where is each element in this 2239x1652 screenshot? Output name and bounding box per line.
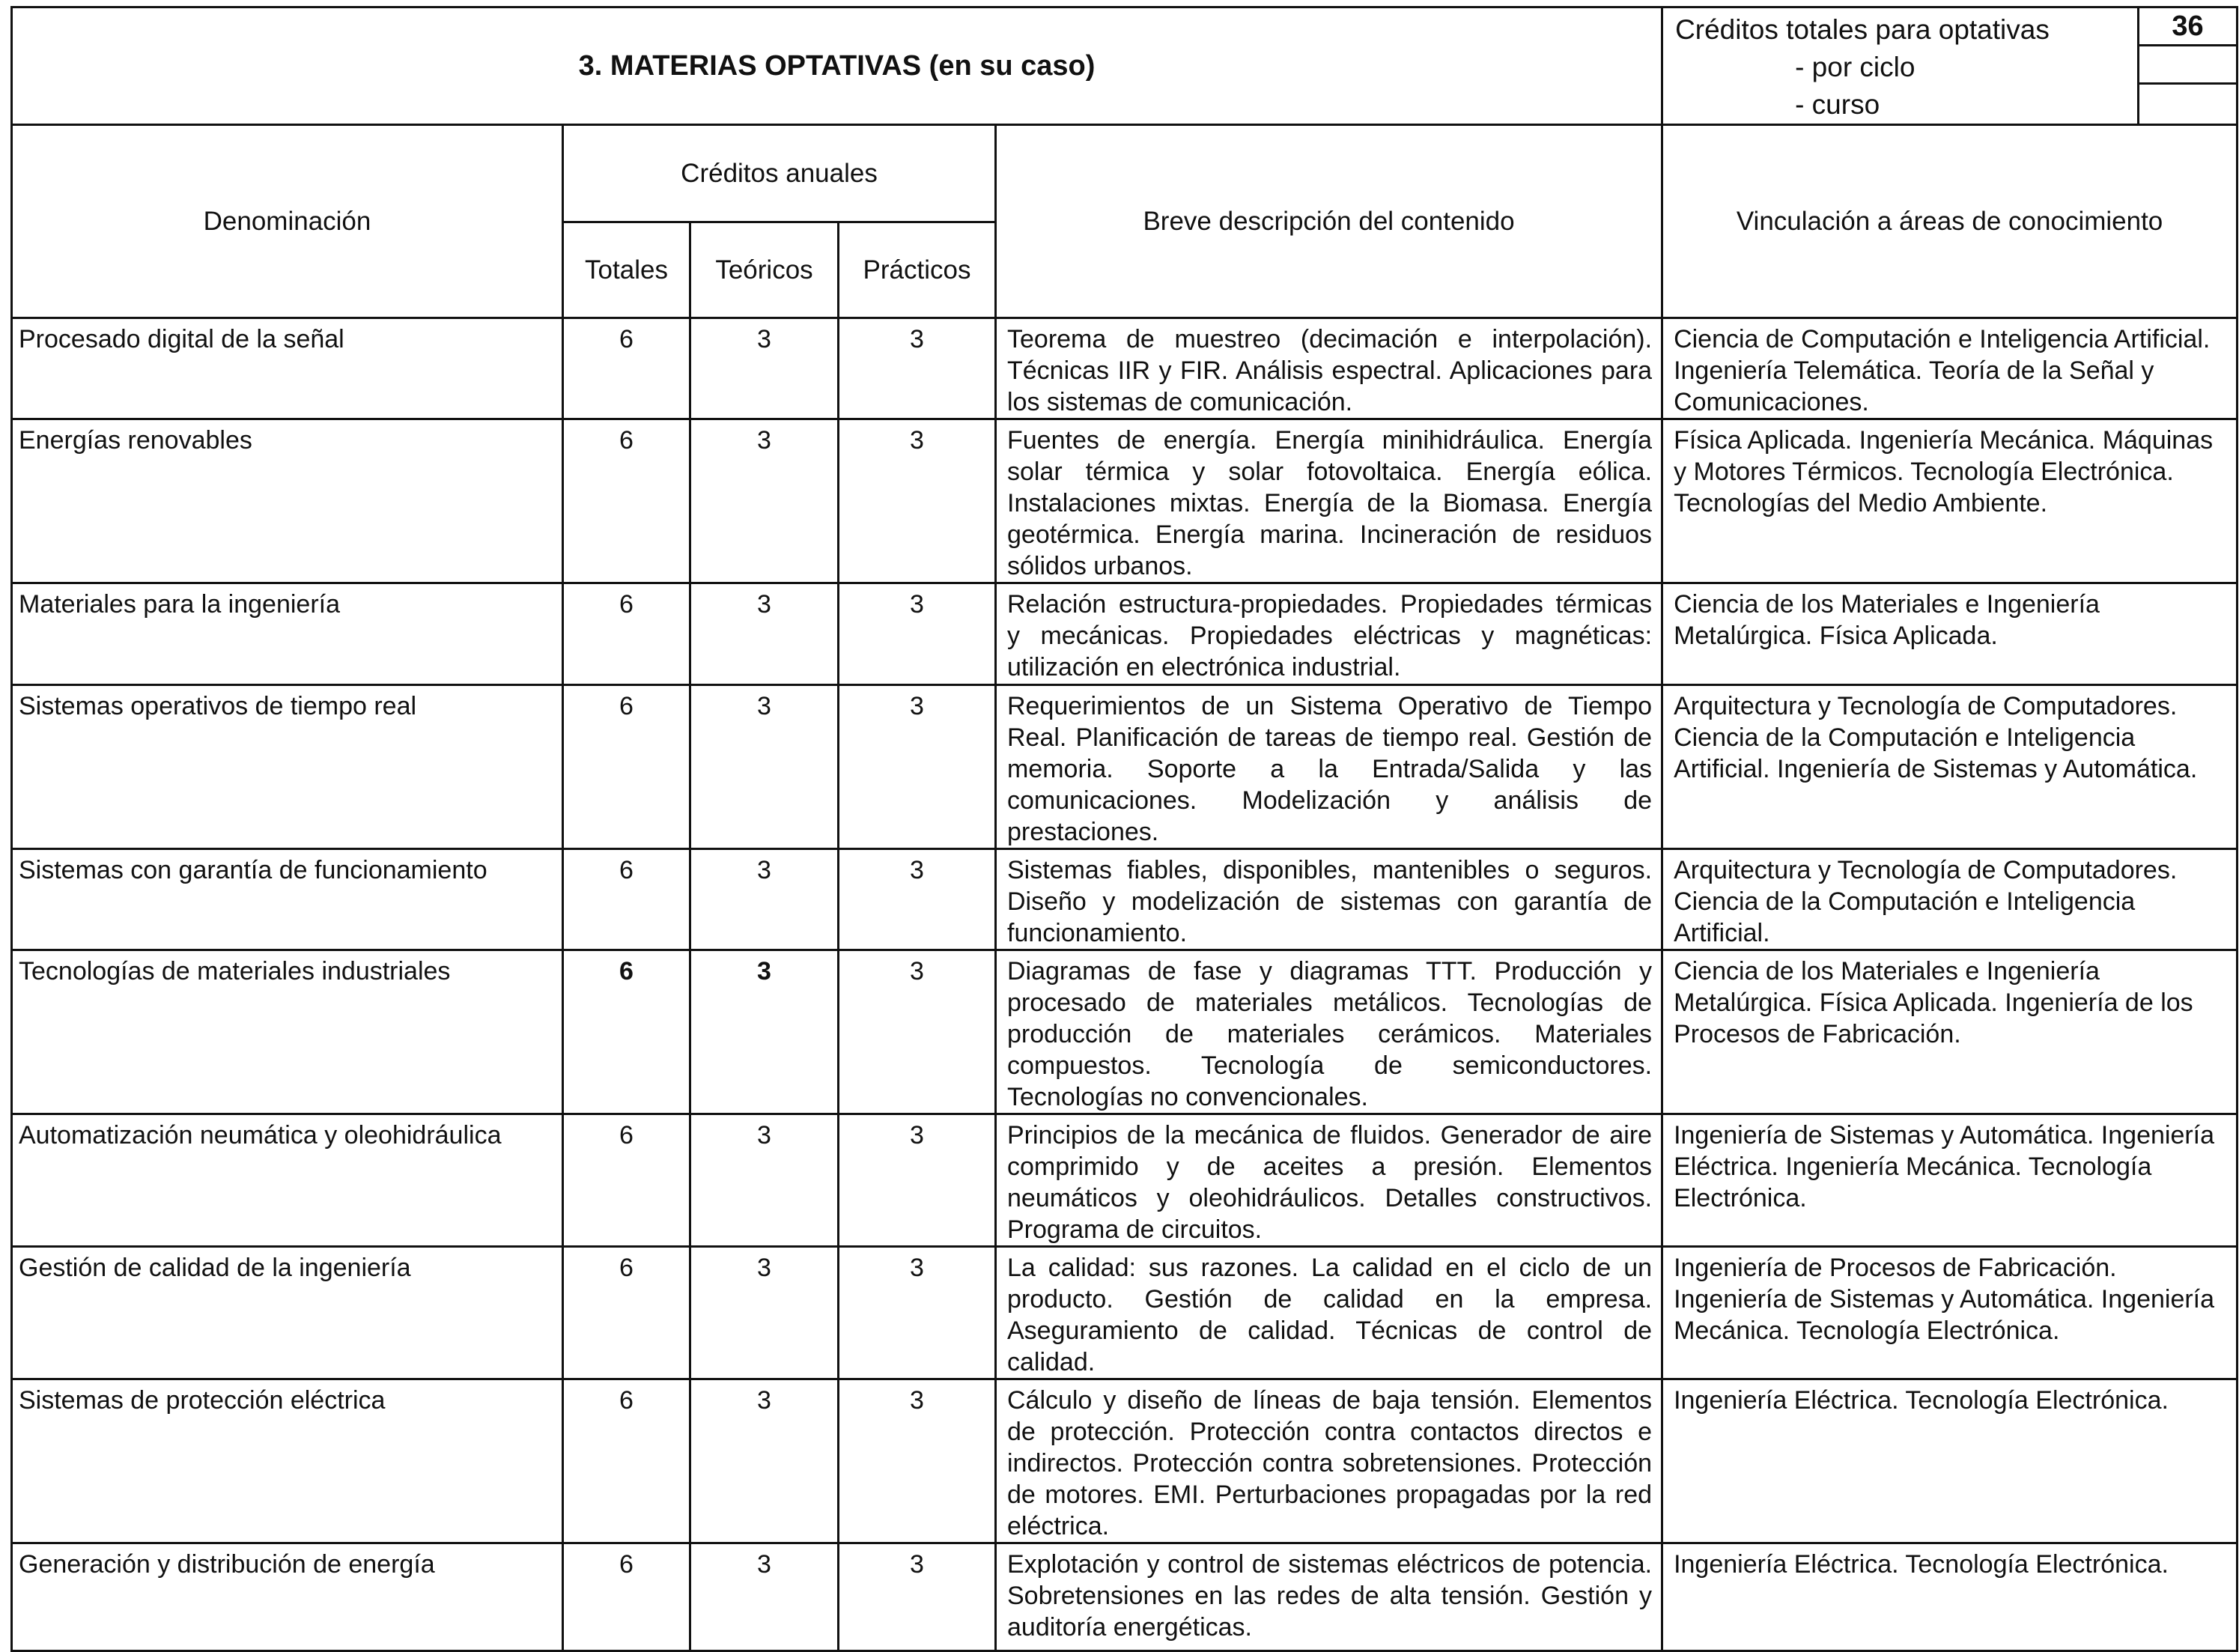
subject-description: Teorema de muestreo (decimación e interpolación). Técnicas IIR y FIR. Análisis espectral. Aplicaciones para los sistemas de comunicación. xyxy=(996,318,1662,419)
table-row xyxy=(12,950,2238,1114)
col-header-theory: Teóricos xyxy=(690,222,839,318)
table-row xyxy=(12,685,2238,849)
table-row xyxy=(12,849,2238,950)
subject-name: Tecnologías de materiales industriales xyxy=(12,950,563,1114)
col-header-areas: Vinculación a áreas de conocimiento xyxy=(1662,125,2238,318)
credits-practice: 3 xyxy=(839,419,996,583)
credits-practice: 3 xyxy=(839,849,996,950)
subject-name: Gestión de calidad de la ingeniería xyxy=(12,1247,563,1379)
credits-total: 6 xyxy=(563,1114,690,1247)
subject-name: Generación y distribución de energía xyxy=(12,1543,563,1651)
subject-description: La calidad: sus razones. La calidad en el ciclo de un producto. Gestión de calidad en la empresa. Aseguramiento de calidad. Técnicas de control de calidad. xyxy=(996,1247,1662,1379)
total-credits-values xyxy=(2139,7,2238,125)
knowledge-areas: Ingeniería de Sistemas y Automática. Ingeniería Eléctrica. Ingeniería Mecánica. Tecnología Electrónica. xyxy=(1662,1114,2238,1247)
credits-practice: 3 xyxy=(839,1379,996,1543)
credits-theory: 3 xyxy=(690,318,839,419)
column-header-row-1 xyxy=(12,125,2238,222)
col-header-credits-group: Créditos anuales xyxy=(563,125,996,222)
subject-name: Sistemas operativos de tiempo real xyxy=(12,685,563,849)
table-row xyxy=(12,318,2238,419)
credits-label: Créditos totales para optativas xyxy=(1675,14,2050,45)
subject-description: Requerimientos de un Sistema Operativo de Tiempo Real. Planificación de tareas de tiempo real. Gestión de memoria. Soporte a la Entrada/Salida y las comunicaciones. Modelización y análisis de prestaciones. xyxy=(996,685,1662,849)
credits-theory: 3 xyxy=(690,1114,839,1247)
course-value xyxy=(2139,85,2236,121)
credits-total: 6 xyxy=(563,1379,690,1543)
subject-description: Cálculo y diseño de líneas de baja tensión. Elementos de protección. Protección contra contactos directos e indirectos. Protección contra sobretensiones. Protección de motores. EMI. Perturbaciones propagadas por la red eléctrica. xyxy=(996,1379,1662,1543)
table-row xyxy=(12,419,2238,583)
knowledge-areas: Ingeniería de Procesos de Fabricación. Ingeniería de Sistemas y Automática. Ingeniería Mecánica. Tecnología Electrónica. xyxy=(1662,1247,2238,1379)
per-cycle-value xyxy=(2139,46,2236,85)
total-credits-labels xyxy=(1662,7,2139,125)
subject-description: Principios de la mecánica de fluidos. Generador de aire comprimido y de aceites a presión. Elementos neumáticos y oleohidráulicos. Detalles constructivos. Programa de circuitos. xyxy=(996,1114,1662,1247)
table-row xyxy=(12,583,2238,685)
per-cycle-label: - por ciclo xyxy=(1795,52,1916,82)
knowledge-areas: Arquitectura y Tecnología de Computadores. Ciencia de la Computación e Inteligencia Artificial. Ingeniería de Sistemas y Automática. xyxy=(1662,685,2238,849)
subject-name: Automatización neumática y oleohidráulica xyxy=(12,1114,563,1247)
subject-description: Relación estructura-propiedades. Propiedades térmicas y mecánicas. Propiedades eléctricas y magnéticas: utilización en electrónica industrial. xyxy=(996,583,1662,685)
credits-theory: 3 xyxy=(690,1379,839,1543)
credits-total: 6 xyxy=(563,583,690,685)
table-row xyxy=(12,1114,2238,1247)
credits-theory: 3 xyxy=(690,419,839,583)
page-title: 3. MATERIAS OPTATIVAS (en su caso) xyxy=(12,7,1662,125)
subject-description: Explotación y control de sistemas eléctricos de potencia. Sobretensiones en las redes de alta tensión. Gestión y auditoría energéticas. xyxy=(996,1543,1662,1651)
knowledge-areas: Física Aplicada. Ingeniería Mecánica. Máquinas y Motores Térmicos. Tecnología Electrónica. Tecnologías del Medio Ambiente. xyxy=(1662,419,2238,583)
credits-total: 6 xyxy=(563,318,690,419)
course-label: - curso xyxy=(1795,89,1880,120)
optional-subjects-table xyxy=(10,6,2238,1652)
subject-name: Procesado digital de la señal xyxy=(12,318,563,419)
credits-theory: 3 xyxy=(690,849,839,950)
subject-name: Sistemas con garantía de funcionamiento xyxy=(12,849,563,950)
table-row xyxy=(12,1379,2238,1543)
credits-total: 6 xyxy=(563,950,690,1114)
subject-name: Energías renovables xyxy=(12,419,563,583)
optional-subjects-page xyxy=(10,6,2236,1642)
subject-name: Materiales para la ingeniería xyxy=(12,583,563,685)
subject-description: Sistemas fiables, disponibles, mantenibles o seguros. Diseño y modelización de sistemas con garantía de funcionamiento. xyxy=(996,849,1662,950)
knowledge-areas: Ciencia de Computación e Inteligencia Artificial. Ingeniería Telemática. Teoría de la Señal y Comunicaciones. xyxy=(1662,318,2238,419)
credits-practice: 3 xyxy=(839,318,996,419)
credits-total: 6 xyxy=(563,849,690,950)
knowledge-areas: Ciencia de los Materiales e Ingeniería Metalúrgica. Física Aplicada. xyxy=(1662,583,2238,685)
col-header-practice: Prácticos xyxy=(839,222,996,318)
credits-theory: 3 xyxy=(690,1247,839,1379)
total-credits-value: 36 xyxy=(2139,8,2236,46)
col-header-name: Denominación xyxy=(12,125,563,318)
credits-practice: 3 xyxy=(839,1543,996,1651)
knowledge-areas: Ciencia de los Materiales e Ingeniería Metalúrgica. Física Aplicada. Ingeniería de los Procesos de Fabricación. xyxy=(1662,950,2238,1114)
table-row xyxy=(12,1543,2238,1651)
header-row xyxy=(12,7,2238,125)
credits-practice: 3 xyxy=(839,685,996,849)
col-header-description: Breve descripción del contenido xyxy=(996,125,1662,318)
credits-practice: 3 xyxy=(839,1247,996,1379)
subject-description: Diagramas de fase y diagramas TTT. Producción y procesado de materiales metálicos. Tecnologías de producción de materiales cerámicos. Materiales compuestos. Tecnología de semiconductores. Tecnologías no convencionales. xyxy=(996,950,1662,1114)
credits-total: 6 xyxy=(563,685,690,849)
knowledge-areas: Ingeniería Eléctrica. Tecnología Electrónica. xyxy=(1662,1379,2238,1543)
table-row xyxy=(12,1247,2238,1379)
credits-total: 6 xyxy=(563,1247,690,1379)
credits-theory: 3 xyxy=(690,583,839,685)
knowledge-areas: Arquitectura y Tecnología de Computadores. Ciencia de la Computación e Inteligencia Artificial. xyxy=(1662,849,2238,950)
credits-theory: 3 xyxy=(690,950,839,1114)
credits-total: 6 xyxy=(563,419,690,583)
credits-practice: 3 xyxy=(839,950,996,1114)
credits-total: 6 xyxy=(563,1543,690,1651)
credits-theory: 3 xyxy=(690,685,839,849)
credits-practice: 3 xyxy=(839,1114,996,1247)
col-header-total: Totales xyxy=(563,222,690,318)
knowledge-areas: Ingeniería Eléctrica. Tecnología Electrónica. xyxy=(1662,1543,2238,1651)
subject-rows xyxy=(12,318,2238,1651)
credits-practice: 3 xyxy=(839,583,996,685)
subject-name: Sistemas de protección eléctrica xyxy=(12,1379,563,1543)
subject-description: Fuentes de energía. Energía minihidráulica. Energía solar térmica y solar fotovoltaica. Energía eólica. Instalaciones mixtas. Energía de la Biomasa. Energía geotérmica. Energía marina. Incineración de residuos sólidos urbanos. xyxy=(996,419,1662,583)
credits-theory: 3 xyxy=(690,1543,839,1651)
